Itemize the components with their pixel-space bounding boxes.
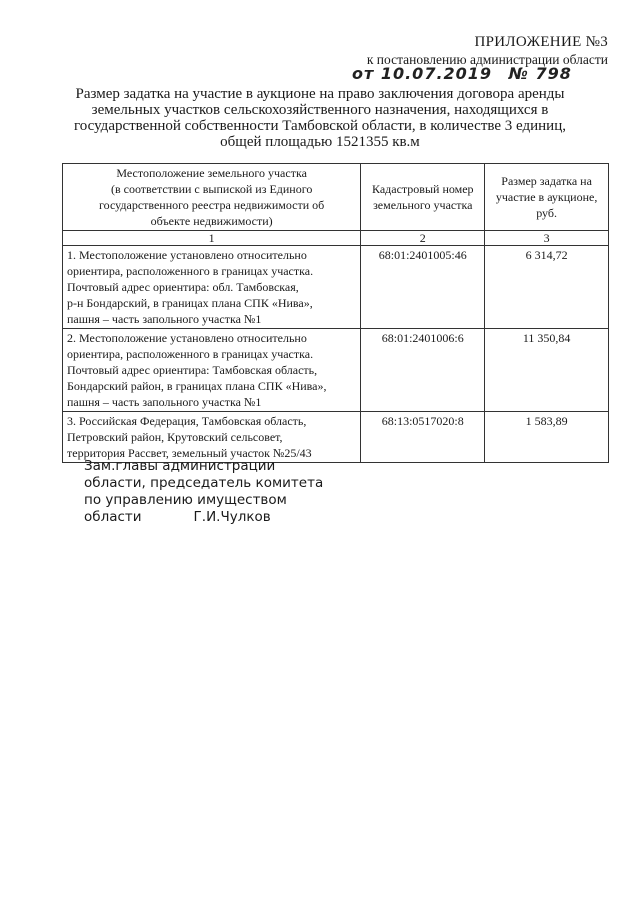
cell-location: 3. Российская Федерация, Тамбовская область, Петровский район, Крутовский сельсовет, территория Рассвет, земельный участок №25/43 xyxy=(63,412,361,463)
cell-deposit: 6 314,72 xyxy=(485,246,609,329)
signature-block xyxy=(84,458,344,526)
signature-line: по управлению имуществом xyxy=(84,492,287,508)
document-title xyxy=(60,86,580,150)
column-number: 3 xyxy=(485,231,609,246)
signature-last-line: области xyxy=(84,509,142,525)
header-deposit: Размер задатка на участие в аукционе, руб. xyxy=(485,164,609,231)
appendix-heading: ПРИЛОЖЕНИЕ №3 xyxy=(474,34,608,50)
table-header-row xyxy=(63,164,609,231)
handwritten-number: № 798 xyxy=(508,64,572,83)
title-line: Размер задатка на участие в аукционе на право заключения договора аренды xyxy=(75,86,565,102)
title-line: общей площадью 1521355 кв.м xyxy=(220,134,420,150)
deposit-table xyxy=(62,163,609,463)
header-location: Местоположение земельного участка (в соответствии с выпиской из Единого государственного реестра недвижимости об объекте недвижимости) xyxy=(63,164,361,231)
cell-cadastral: 68:01:2401005:46 xyxy=(361,246,485,329)
signature-line: области, председатель комитета xyxy=(84,475,324,491)
table-row xyxy=(63,412,609,463)
header-cadastral: Кадастровый номер земельного участка xyxy=(361,164,485,231)
cell-deposit: 11 350,84 xyxy=(485,329,609,412)
table-row xyxy=(63,329,609,412)
signature-line: Зам.главы администрации xyxy=(84,458,276,474)
resolution-reference: к постановлению администрации области xyxy=(366,52,608,67)
title-line: земельных участков сельскохозяйственного назначения, находящихся в xyxy=(91,102,549,118)
title-line: государственной собственности Тамбовской области, в количестве 3 единиц, xyxy=(74,118,566,134)
handwritten-date: от 10.07.2019 xyxy=(352,64,493,83)
cell-location: 1. Местоположение установлено относительно ориентира, расположенного в границах участка. Почтовый адрес ориентира: обл. Тамбовская, р-н Бондарский, в границах плана СПК «Нива», пашня – часть запольного участка №1 xyxy=(63,246,361,329)
table-row xyxy=(63,246,609,329)
cell-location: 2. Местоположение установлено относительно ориентира, расположенного в границах участка. Почтовый адрес ориентира: Тамбовская область, Бондарский район, в границах плана СПК «Нива», пашня – часть запольного участка №1 xyxy=(63,329,361,412)
signatory-name: Г.И.Чулков xyxy=(193,509,271,525)
handwritten-date-number xyxy=(346,64,606,83)
signature-line xyxy=(84,509,344,526)
cell-cadastral: 68:13:0517020:8 xyxy=(361,412,485,463)
cell-cadastral: 68:01:2401006:6 xyxy=(361,329,485,412)
column-number: 1 xyxy=(63,231,361,246)
cell-deposit: 1 583,89 xyxy=(485,412,609,463)
column-number: 2 xyxy=(361,231,485,246)
column-numbers-row xyxy=(63,231,609,246)
